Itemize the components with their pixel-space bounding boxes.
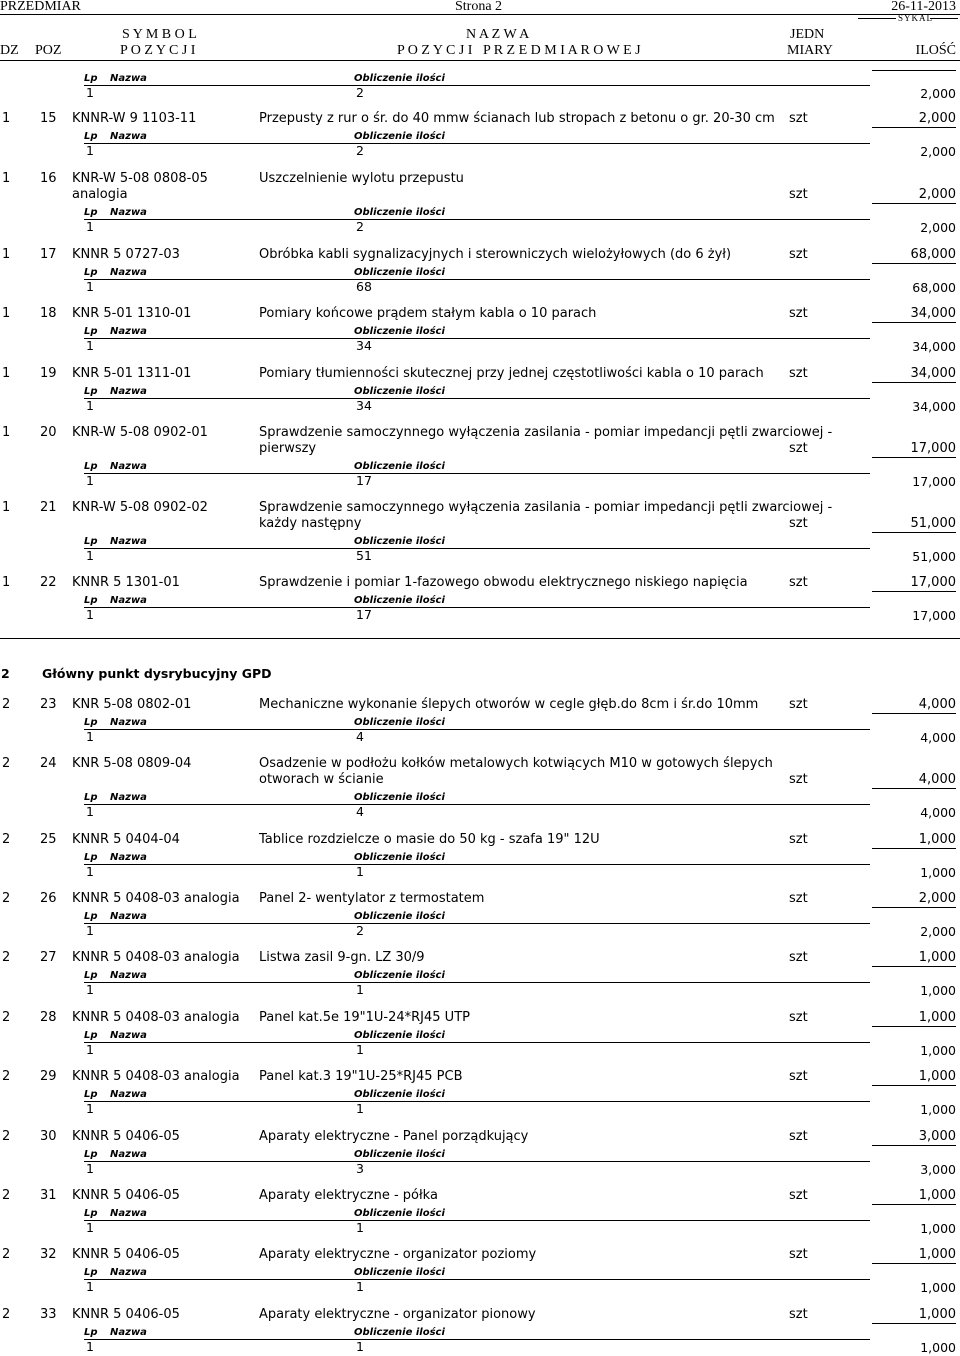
calc-value: 4 xyxy=(356,729,364,744)
row-quantity: 4,000 xyxy=(918,772,956,787)
row-quantity: 1,000 xyxy=(918,950,956,965)
calc-rule xyxy=(84,338,870,339)
calc-total: 2,000 xyxy=(920,220,956,235)
calc-lp: 1 xyxy=(86,804,94,819)
row-poz: 15 xyxy=(40,111,57,126)
calc-lp: 1 xyxy=(86,1161,94,1176)
col-ilosc: ILOŚĆ xyxy=(915,43,956,58)
quantity-rule xyxy=(872,713,956,714)
row-name: Aparaty elektryczne - organizator poziomy xyxy=(259,1247,537,1262)
calc-nazwa-label: Nazwa xyxy=(110,595,147,606)
calc-lp: 1 xyxy=(86,473,94,488)
calc-rule xyxy=(84,398,870,399)
row-name: Sprawdzenie samoczynnego wyłączenia zasilania - pomiar impedancji pętli zwarciowej - xyxy=(259,425,833,440)
row-unit: szt xyxy=(789,772,808,787)
calc-value: 3 xyxy=(356,1161,364,1176)
row-dz: 2 xyxy=(2,1307,11,1322)
calc-nazwa-label: Nazwa xyxy=(110,386,147,397)
row-poz: 18 xyxy=(40,306,57,321)
calc-lp: 1 xyxy=(86,864,94,879)
col-poz: POZ xyxy=(35,43,62,58)
row-symbol: KNNR 5 1301-01 xyxy=(72,575,180,590)
row-unit: szt xyxy=(789,832,808,847)
row-unit: szt xyxy=(789,1010,808,1025)
calc-rule xyxy=(84,1279,870,1280)
calc-total: 2,000 xyxy=(920,924,956,939)
row-unit: szt xyxy=(789,111,808,126)
calc-value: 17 xyxy=(356,607,372,622)
row-name: Sprawdzenie samoczynnego wyłączenia zasilania - pomiar impedancji pętli zwarciowej - xyxy=(259,500,833,515)
calc-nazwa-label: Nazwa xyxy=(110,792,147,803)
row-symbol: KNNR 5 0406-05 xyxy=(72,1188,180,1203)
calc-total: 1,000 xyxy=(920,983,956,998)
calc-value: 34 xyxy=(356,338,372,353)
quantity-rule xyxy=(872,788,956,789)
row-quantity: 68,000 xyxy=(910,247,956,262)
row-dz: 2 xyxy=(2,1010,11,1025)
sykal-rule-right xyxy=(930,18,958,19)
row-name: każdy następny xyxy=(259,516,362,531)
calc-lp-label: Lp xyxy=(84,852,98,863)
calc-total: 51,000 xyxy=(912,549,956,564)
calc-value: 1 xyxy=(356,1279,364,1294)
calc-value: 2 xyxy=(356,923,364,938)
row-unit: szt xyxy=(789,891,808,906)
sykal-rule-left xyxy=(858,18,896,19)
calc-nazwa-label: Nazwa xyxy=(110,1327,147,1338)
calc-total: 34,000 xyxy=(912,339,956,354)
row-name: Listwa zasil 9-gn. LZ 30/9 xyxy=(259,950,425,965)
calc-lp: 1 xyxy=(86,982,94,997)
calc-nazwa-label: Nazwa xyxy=(110,1149,147,1160)
row-unit: szt xyxy=(789,1247,808,1262)
quantity-rule xyxy=(872,532,956,533)
row-poz: 31 xyxy=(40,1188,57,1203)
row-unit: szt xyxy=(789,950,808,965)
row-quantity: 2,000 xyxy=(918,891,956,906)
row-unit: szt xyxy=(789,1129,808,1144)
quantity-rule xyxy=(872,1026,956,1027)
row-poz: 29 xyxy=(40,1069,57,1084)
calc-rule xyxy=(84,1101,870,1102)
row-dz: 1 xyxy=(2,306,11,321)
row-name: Przepusty z rur o śr. do 40 mmw ścianach lub stropach z betonu o gr. 20-30 cm xyxy=(259,111,775,126)
row-quantity: 1,000 xyxy=(918,1307,956,1322)
quantity-rule xyxy=(872,457,956,458)
row-symbol: KNR 5-01 1310-01 xyxy=(72,306,192,321)
calc-lp: 1 xyxy=(86,398,94,413)
row-name: Tablice rozdzielcze o masie do 50 kg - szafa 19" 12U xyxy=(259,832,600,847)
row-unit: szt xyxy=(789,306,808,321)
calc-nazwa-label: Nazwa xyxy=(110,73,147,84)
quantity-rule xyxy=(872,263,956,264)
row-quantity: 17,000 xyxy=(910,575,956,590)
row-dz: 1 xyxy=(2,247,11,262)
row-dz: 2 xyxy=(2,1069,11,1084)
calc-lp-label: Lp xyxy=(84,207,98,218)
col-jedn-1: JEDN xyxy=(790,27,825,42)
calc-rule-left xyxy=(84,85,870,86)
calc-obliczenie-label: Obliczenie ilości xyxy=(354,326,445,337)
row-symbol: KNNR 5 0404-04 xyxy=(72,832,180,847)
row-symbol: KNNR 5 0406-05 xyxy=(72,1247,180,1262)
calc-lp-label: Lp xyxy=(84,267,98,278)
calc-obliczenie-label: Obliczenie ilości xyxy=(354,792,445,803)
calc-lp-label: Lp xyxy=(84,1030,98,1041)
col-nazwa-1: N A Z W A xyxy=(466,27,530,42)
calc-lp: 1 xyxy=(86,338,94,353)
row-poz: 24 xyxy=(40,756,57,771)
calc-nazwa-label: Nazwa xyxy=(110,536,147,547)
calc-nazwa-label: Nazwa xyxy=(110,970,147,981)
calc-obliczenie-label: Obliczenie ilości xyxy=(354,911,445,922)
calc-rule xyxy=(84,1220,870,1221)
calc-total: 34,000 xyxy=(912,399,956,414)
section-2-number: 2 xyxy=(1,666,10,681)
calc-rule xyxy=(84,982,870,983)
col-dz: DZ xyxy=(0,43,19,58)
row-poz: 32 xyxy=(40,1247,57,1262)
calc-lp: 1 xyxy=(86,1279,94,1294)
calc-nazwa-label: Nazwa xyxy=(110,1030,147,1041)
calc-lp-label: Lp xyxy=(84,970,98,981)
calc-total: 1,000 xyxy=(920,1280,956,1295)
header-rule xyxy=(0,14,960,15)
row-symbol: KNNR 5 0727-03 xyxy=(72,247,180,262)
row-quantity: 2,000 xyxy=(918,187,956,202)
row-name: Aparaty elektryczne - organizator pionowy xyxy=(259,1307,536,1322)
row-symbol: KNR 5-08 0802-01 xyxy=(72,697,192,712)
row-name: Pomiary tłumienności skutecznej przy jednej częstotliwości kabla o 10 parach xyxy=(259,366,764,381)
row-unit: szt xyxy=(789,247,808,262)
row-name: Mechaniczne wykonanie ślepych otworów w cegle głęb.do 8cm i śr.do 10mm xyxy=(259,697,759,712)
calc-lp-label: Lp xyxy=(84,911,98,922)
row-unit: szt xyxy=(789,1069,808,1084)
quantity-rule xyxy=(872,203,956,204)
quantity-rule xyxy=(872,848,956,849)
calc-lp: 1 xyxy=(86,1042,94,1057)
section-2-title: Główny punkt dysrybucyjny GPD xyxy=(42,666,272,681)
calc-lp: 1 xyxy=(86,143,94,158)
row-symbol: KNNR 5 0408-03 analogia xyxy=(72,1069,240,1084)
row-dz: 1 xyxy=(2,425,11,440)
row-dz: 2 xyxy=(2,891,11,906)
row-symbol: KNR 5-08 0809-04 xyxy=(72,756,192,771)
calc-lp: 1 xyxy=(86,607,94,622)
calc-obliczenie-label: Obliczenie ilości xyxy=(354,536,445,547)
calc-obliczenie-label: Obliczenie ilości xyxy=(354,386,445,397)
calc-obliczenie-label: Obliczenie ilości xyxy=(354,207,445,218)
calc-value: 17 xyxy=(356,473,372,488)
row-dz: 2 xyxy=(2,950,11,965)
row-poz: 26 xyxy=(40,891,57,906)
sykal-mark: SYKAL xyxy=(898,13,934,23)
row-poz: 25 xyxy=(40,832,57,847)
row-name: otworach w ścianie xyxy=(259,772,384,787)
calc-value: 1 xyxy=(356,1101,364,1116)
calc-lp-label: Lp xyxy=(84,326,98,337)
row-name: pierwszy xyxy=(259,441,317,456)
row-unit: szt xyxy=(789,366,808,381)
row-symbol: KNR 5-01 1311-01 xyxy=(72,366,192,381)
row-dz: 1 xyxy=(2,575,11,590)
row-poz: 27 xyxy=(40,950,57,965)
row-name: Panel kat.3 19"1U-25*RJ45 PCB xyxy=(259,1069,463,1084)
row-poz: 20 xyxy=(40,425,57,440)
row-name: Aparaty elektryczne - półka xyxy=(259,1188,438,1203)
calc-lp-label: Lp xyxy=(84,461,98,472)
row-symbol: analogia xyxy=(72,187,128,202)
calc-obliczenie-label: Obliczenie ilości xyxy=(354,73,445,84)
calc-total: 17,000 xyxy=(912,608,956,623)
calc-value: 2 xyxy=(356,85,364,100)
row-dz: 1 xyxy=(2,111,11,126)
calc-lp: 1 xyxy=(86,548,94,563)
row-unit: szt xyxy=(789,697,808,712)
calc-nazwa-label: Nazwa xyxy=(110,852,147,863)
calc-lp-label: Lp xyxy=(84,1327,98,1338)
calc-total: 1,000 xyxy=(920,1102,956,1117)
calc-total: 3,000 xyxy=(920,1162,956,1177)
quantity-rule xyxy=(872,1085,956,1086)
col-jedn-2: MIARY xyxy=(787,43,833,58)
row-quantity: 1,000 xyxy=(918,1010,956,1025)
calc-rule xyxy=(84,219,870,220)
col-symbol-1: S Y M B O L xyxy=(122,27,197,42)
quantity-rule xyxy=(872,382,956,383)
row-dz: 1 xyxy=(2,171,11,186)
calc-lp: 1 xyxy=(86,1101,94,1116)
document-date: 26-11-2013 xyxy=(891,0,956,14)
row-unit: szt xyxy=(789,1307,808,1322)
calc-rule xyxy=(84,1339,870,1340)
calc-obliczenie-label: Obliczenie ilości xyxy=(354,1267,445,1278)
row-poz: 33 xyxy=(40,1307,57,1322)
col-symbol-2: P O Z Y C J I xyxy=(120,43,196,58)
col-nazwa-2: P O Z Y C J I P R Z E D M I A R O W E J xyxy=(397,43,641,58)
calc-rule xyxy=(84,923,870,924)
row-symbol: KNNR 5 0408-03 analogia xyxy=(72,1010,240,1025)
calc-obliczenie-label: Obliczenie ilości xyxy=(354,1149,445,1160)
calc-nazwa-label: Nazwa xyxy=(110,461,147,472)
calc-rule-right xyxy=(872,70,956,71)
quantity-rule xyxy=(872,907,956,908)
calc-value: 1 xyxy=(356,982,364,997)
row-unit: szt xyxy=(789,575,808,590)
row-unit: szt xyxy=(789,441,808,456)
document-title: PRZEDMIAR xyxy=(0,0,81,14)
row-quantity: 34,000 xyxy=(910,366,956,381)
calc-rule xyxy=(84,607,870,608)
calc-obliczenie-label: Obliczenie ilości xyxy=(354,1089,445,1100)
calc-lp: 1 xyxy=(86,85,94,100)
quantity-rule xyxy=(872,591,956,592)
calc-value: 51 xyxy=(356,548,372,563)
row-symbol: KNNR-W 9 1103-11 xyxy=(72,111,197,126)
calc-value: 1 xyxy=(356,1042,364,1057)
row-quantity: 4,000 xyxy=(918,697,956,712)
calc-lp: 1 xyxy=(86,219,94,234)
calc-rule xyxy=(84,473,870,474)
calc-total: 17,000 xyxy=(912,474,956,489)
calc-total: 2,000 xyxy=(920,144,956,159)
calc-nazwa-label: Nazwa xyxy=(110,326,147,337)
quantity-rule xyxy=(872,966,956,967)
calc-lp-label: Lp xyxy=(84,73,98,84)
calc-nazwa-label: Nazwa xyxy=(110,1208,147,1219)
calc-obliczenie-label: Obliczenie ilości xyxy=(354,1208,445,1219)
calc-lp-label: Lp xyxy=(84,595,98,606)
calc-nazwa-label: Nazwa xyxy=(110,131,147,142)
calc-lp-label: Lp xyxy=(84,1208,98,1219)
row-name: Pomiary końcowe prądem stałym kabla o 10 parach xyxy=(259,306,597,321)
quantity-rule xyxy=(872,1323,956,1324)
row-dz: 2 xyxy=(2,1188,11,1203)
quantity-rule xyxy=(872,127,956,128)
calc-lp: 1 xyxy=(86,279,94,294)
calc-rule xyxy=(84,548,870,549)
section-divider xyxy=(0,638,960,639)
calc-lp: 1 xyxy=(86,1339,94,1354)
row-name: Osadzenie w podłożu kołków metalowych kotwiących M10 w gotowych ślepych xyxy=(259,756,773,771)
calc-lp-label: Lp xyxy=(84,792,98,803)
calc-lp-label: Lp xyxy=(84,717,98,728)
calc-lp-label: Lp xyxy=(84,1149,98,1160)
row-poz: 28 xyxy=(40,1010,57,1025)
row-symbol: KNNR 5 0406-05 xyxy=(72,1307,180,1322)
calc-total: 1,000 xyxy=(920,1043,956,1058)
row-symbol: KNR-W 5-08 0902-01 xyxy=(72,425,208,440)
calc-rule xyxy=(84,1042,870,1043)
row-name: Obróbka kabli sygnalizacyjnych i sterowniczych wielożyłowych (do 6 żył) xyxy=(259,247,732,262)
row-quantity: 34,000 xyxy=(910,306,956,321)
quantity-rule xyxy=(872,1204,956,1205)
calc-value: 2 xyxy=(356,219,364,234)
calc-lp-label: Lp xyxy=(84,386,98,397)
row-name: Sprawdzenie i pomiar 1-fazowego obwodu elektrycznego niskiego napięcia xyxy=(259,575,748,590)
calc-obliczenie-label: Obliczenie ilości xyxy=(354,717,445,728)
calc-obliczenie-label: Obliczenie ilości xyxy=(354,267,445,278)
columns-rule xyxy=(0,60,960,61)
page-number: Strona 2 xyxy=(455,0,503,14)
calc-obliczenie-label: Obliczenie ilości xyxy=(354,970,445,981)
calc-obliczenie-label: Obliczenie ilości xyxy=(354,1327,445,1338)
row-dz: 2 xyxy=(2,1129,11,1144)
row-quantity: 1,000 xyxy=(918,832,956,847)
row-dz: 2 xyxy=(2,1247,11,1262)
row-quantity: 3,000 xyxy=(918,1129,956,1144)
calc-obliczenie-label: Obliczenie ilości xyxy=(354,595,445,606)
row-unit: szt xyxy=(789,187,808,202)
row-symbol: KNR-W 5-08 0902-02 xyxy=(72,500,208,515)
row-symbol: KNNR 5 0408-03 analogia xyxy=(72,950,240,965)
row-unit: szt xyxy=(789,516,808,531)
calc-value: 68 xyxy=(356,279,372,294)
calc-value: 1 xyxy=(356,1220,364,1235)
row-name: Aparaty elektryczne - Panel porządkujący xyxy=(259,1129,529,1144)
calc-total: 4,000 xyxy=(920,805,956,820)
row-quantity: 1,000 xyxy=(918,1247,956,1262)
calc-rule xyxy=(84,143,870,144)
calc-value: 1 xyxy=(356,1339,364,1354)
calc-value: 2 xyxy=(356,143,364,158)
calc-value: 1 xyxy=(356,864,364,879)
calc-total: 1,000 xyxy=(920,1340,956,1355)
calc-obliczenie-label: Obliczenie ilości xyxy=(354,1030,445,1041)
calc-nazwa-label: Nazwa xyxy=(110,717,147,728)
calc-rule xyxy=(84,804,870,805)
row-quantity: 1,000 xyxy=(918,1188,956,1203)
row-name: Panel kat.5e 19"1U-24*RJ45 UTP xyxy=(259,1010,470,1025)
calc-lp-label: Lp xyxy=(84,1089,98,1100)
calc-rule xyxy=(84,729,870,730)
row-symbol: KNR-W 5-08 0808-05 xyxy=(72,171,208,186)
row-poz: 19 xyxy=(40,366,57,381)
calc-rule xyxy=(84,864,870,865)
row-poz: 16 xyxy=(40,171,57,186)
calc-lp-label: Lp xyxy=(84,1267,98,1278)
row-poz: 30 xyxy=(40,1129,57,1144)
row-name: Uszczelnienie wylotu przepustu xyxy=(259,171,464,186)
calc-lp-label: Lp xyxy=(84,536,98,547)
row-symbol: KNNR 5 0406-05 xyxy=(72,1129,180,1144)
row-unit: szt xyxy=(789,1188,808,1203)
row-dz: 2 xyxy=(2,697,11,712)
row-quantity: 51,000 xyxy=(910,516,956,531)
row-name: Panel 2- wentylator z termostatem xyxy=(259,891,485,906)
calc-nazwa-label: Nazwa xyxy=(110,207,147,218)
quantity-rule xyxy=(872,1145,956,1146)
calc-nazwa-label: Nazwa xyxy=(110,911,147,922)
row-quantity: 2,000 xyxy=(918,111,956,126)
calc-lp: 1 xyxy=(86,1220,94,1235)
calc-total: 4,000 xyxy=(920,730,956,745)
calc-nazwa-label: Nazwa xyxy=(110,267,147,278)
calc-total: 1,000 xyxy=(920,865,956,880)
calc-lp-label: Lp xyxy=(84,131,98,142)
quantity-rule xyxy=(872,322,956,323)
calc-nazwa-label: Nazwa xyxy=(110,1089,147,1100)
calc-total: 68,000 xyxy=(912,280,956,295)
calc-total: 1,000 xyxy=(920,1221,956,1236)
row-quantity: 1,000 xyxy=(918,1069,956,1084)
row-dz: 1 xyxy=(2,366,11,381)
row-dz: 2 xyxy=(2,756,11,771)
row-poz: 23 xyxy=(40,697,57,712)
calc-obliczenie-label: Obliczenie ilości xyxy=(354,131,445,142)
quantity-rule xyxy=(872,1263,956,1264)
calc-obliczenie-label: Obliczenie ilości xyxy=(354,852,445,863)
row-poz: 22 xyxy=(40,575,57,590)
calc-lp: 1 xyxy=(86,729,94,744)
calc-nazwa-label: Nazwa xyxy=(110,1267,147,1278)
calc-value: 34 xyxy=(356,398,372,413)
calc-obliczenie-label: Obliczenie ilości xyxy=(354,461,445,472)
calc-total: 2,000 xyxy=(920,86,956,101)
row-poz: 17 xyxy=(40,247,57,262)
row-symbol: KNNR 5 0408-03 analogia xyxy=(72,891,240,906)
row-dz: 2 xyxy=(2,832,11,847)
calc-value: 4 xyxy=(356,804,364,819)
calc-rule xyxy=(84,1161,870,1162)
row-poz: 21 xyxy=(40,500,57,515)
row-dz: 1 xyxy=(2,500,11,515)
row-quantity: 17,000 xyxy=(910,441,956,456)
calc-lp: 1 xyxy=(86,923,94,938)
calc-rule xyxy=(84,279,870,280)
